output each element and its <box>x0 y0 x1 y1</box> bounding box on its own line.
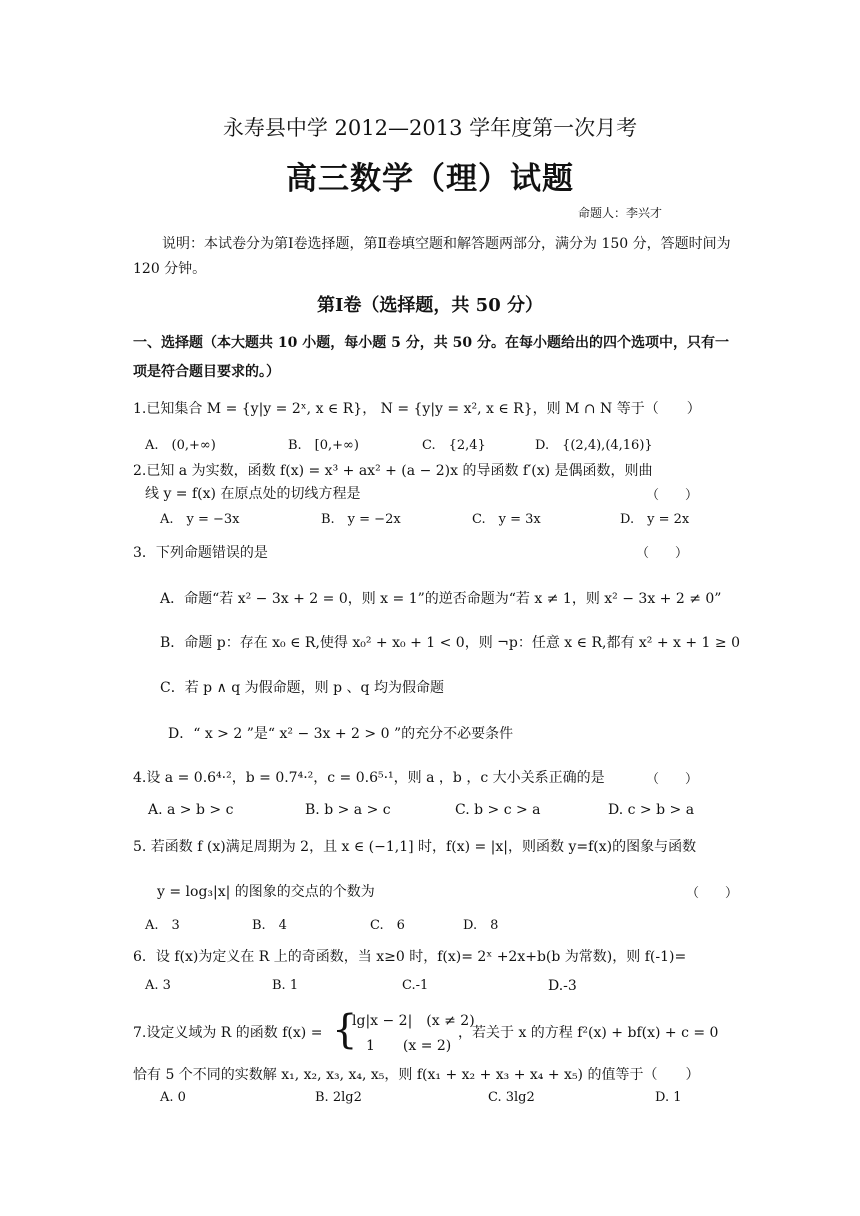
exam-title: 永寿县中学 2012—2013 学年度第一次月考 <box>222 116 638 140</box>
q4-option-b: B. b > a > c <box>305 802 391 818</box>
q4-option-a: A. a > b > c <box>148 802 234 818</box>
q7-piecewise-brace-icon: { <box>332 1007 358 1053</box>
q7-case-1: lg|x − 2| (x ≠ 2) <box>352 1013 475 1029</box>
q6-stem: 6．设 f(x)为定义在 R 上的奇函数，当 x≥0 时，f(x)= 2ˣ +2x+b(b 为常数)，则 f(-1)= <box>133 949 687 965</box>
q2-option-d: D. y = 2x <box>620 512 690 527</box>
q7-option-d: D. 1 <box>655 1090 682 1105</box>
q2-option-c: C. y = 3x <box>472 512 541 527</box>
q7-stem-part1: 7.设定义域为 R 的函数 f(x) = <box>133 1025 323 1041</box>
q4-option-c: C. b > c > a <box>455 802 541 818</box>
q2-stem: 2.已知 a 为实数，函数 f(x) = x³ + ax² + (a − 2)x 的导函数 f′(x) 是偶函数，则曲 <box>133 463 653 479</box>
q4-stem: 4.设 a = 0.6⁴·²，b = 0.7⁴·²，c = 0.6⁵·¹，则 a ，b ，c 大小关系正确的是 <box>133 770 605 786</box>
exam-subtitle: 高三数学（理）试题 <box>286 161 574 197</box>
q7-option-c: C. 3lg2 <box>488 1090 535 1105</box>
q2-option-b: B. y = −2x <box>321 512 401 527</box>
q5-option-a: A. 3 <box>145 918 180 933</box>
q7-option-a: A. 0 <box>160 1090 186 1105</box>
q5-option-c: C. 6 <box>370 918 405 933</box>
q3-stem: 3．下列命题错误的是 <box>133 545 268 561</box>
q3-option-d: D．“ x > 2 ”是“ x² − 3x + 2 > 0 ”的充分不必要条件 <box>168 726 514 742</box>
q3-answer-paren: （ ） <box>636 546 689 561</box>
q7-stem-part2: ，若关于 x 的方程 f²(x) + bf(x) + c = 0 <box>458 1025 719 1041</box>
q7-option-b: B. 2lg2 <box>315 1090 362 1105</box>
q1-option-d: D. {(2,4),(4,16)} <box>535 438 653 453</box>
q2-stem-line2: 线 y = f(x) 在原点处的切线方程是 <box>145 486 361 502</box>
q6-option-c: C.-1 <box>402 978 429 993</box>
q1-stem: 1.已知集合 M = {y|y = 2ˣ, x ∈ R}， N = {y|y = x², x ∈ R}，则 M ∩ N 等于（ ） <box>133 401 701 417</box>
q5-option-b: B. 4 <box>252 918 287 933</box>
exam-author: 命题人：李兴才 <box>578 206 663 220</box>
q1-option-b: B. [0,+∞) <box>288 438 359 453</box>
q7-stem-line2: 恰有 5 个不同的实数解 x₁, x₂, x₃, x₄, x₅，则 f(x₁ + x₂ + x₃ + x₄ + x₅) 的值等于（ ） <box>133 1067 700 1083</box>
exam-intro: 说明：本试卷分为第Ⅰ卷选择题，第Ⅱ卷填空题和解答题两部分，满分为 150 分，答题时间为 120 分钟。 <box>133 236 731 277</box>
q6-option-a: A. 3 <box>145 978 171 993</box>
q4-answer-paren: （ ） <box>646 772 699 787</box>
q3-option-c: C．若 p ∧ q 为假命题，则 p 、q 均为假命题 <box>160 680 444 696</box>
q7-case-2: 1 (x = 2) <box>366 1038 452 1054</box>
section-instructions: 一、选择题（本大题共 10 小题，每小题 5 分，共 50 分。在每小题给出的四个选项中，只有一项是符合题目要求的。） <box>133 335 729 380</box>
q1-option-c: C. {2,4} <box>422 438 486 453</box>
q3-option-a: A．命题“若 x² − 3x + 2 = 0，则 x = 1”的逆否命题为“若 x ≠ 1，则 x² − 3x + 2 ≠ 0” <box>160 591 722 607</box>
q6-option-d: D.-3 <box>548 978 577 994</box>
q5-option-d: D. 8 <box>463 918 499 933</box>
q6-option-b: B. 1 <box>272 978 299 993</box>
q3-option-b: B．命题 p：存在 x₀ ∈ R,使得 x₀² + x₀ + 1 < 0，则 ¬p：任意 x ∈ R,都有 x² + x + 1 ≥ 0 <box>160 635 741 651</box>
q2-option-a: A. y = −3x <box>160 512 240 527</box>
q5-stem: 5. 若函数 f (x)满足周期为 2，且 x ∈ (−1,1] 时，f(x) = |x|，则函数 y=f(x)的图象与函数 <box>133 839 697 855</box>
q2-answer-paren: （ ） <box>646 488 699 503</box>
section-title: 第Ⅰ卷（选择题，共 50 分） <box>316 295 543 316</box>
q1-option-a: A. (0,+∞) <box>145 438 216 453</box>
q5-answer-paren: （ ） <box>686 886 739 901</box>
q4-option-d: D. c > b > a <box>608 802 695 818</box>
q5-stem-line2: y = log₃|x| 的图象的交点的个数为 <box>157 884 375 900</box>
